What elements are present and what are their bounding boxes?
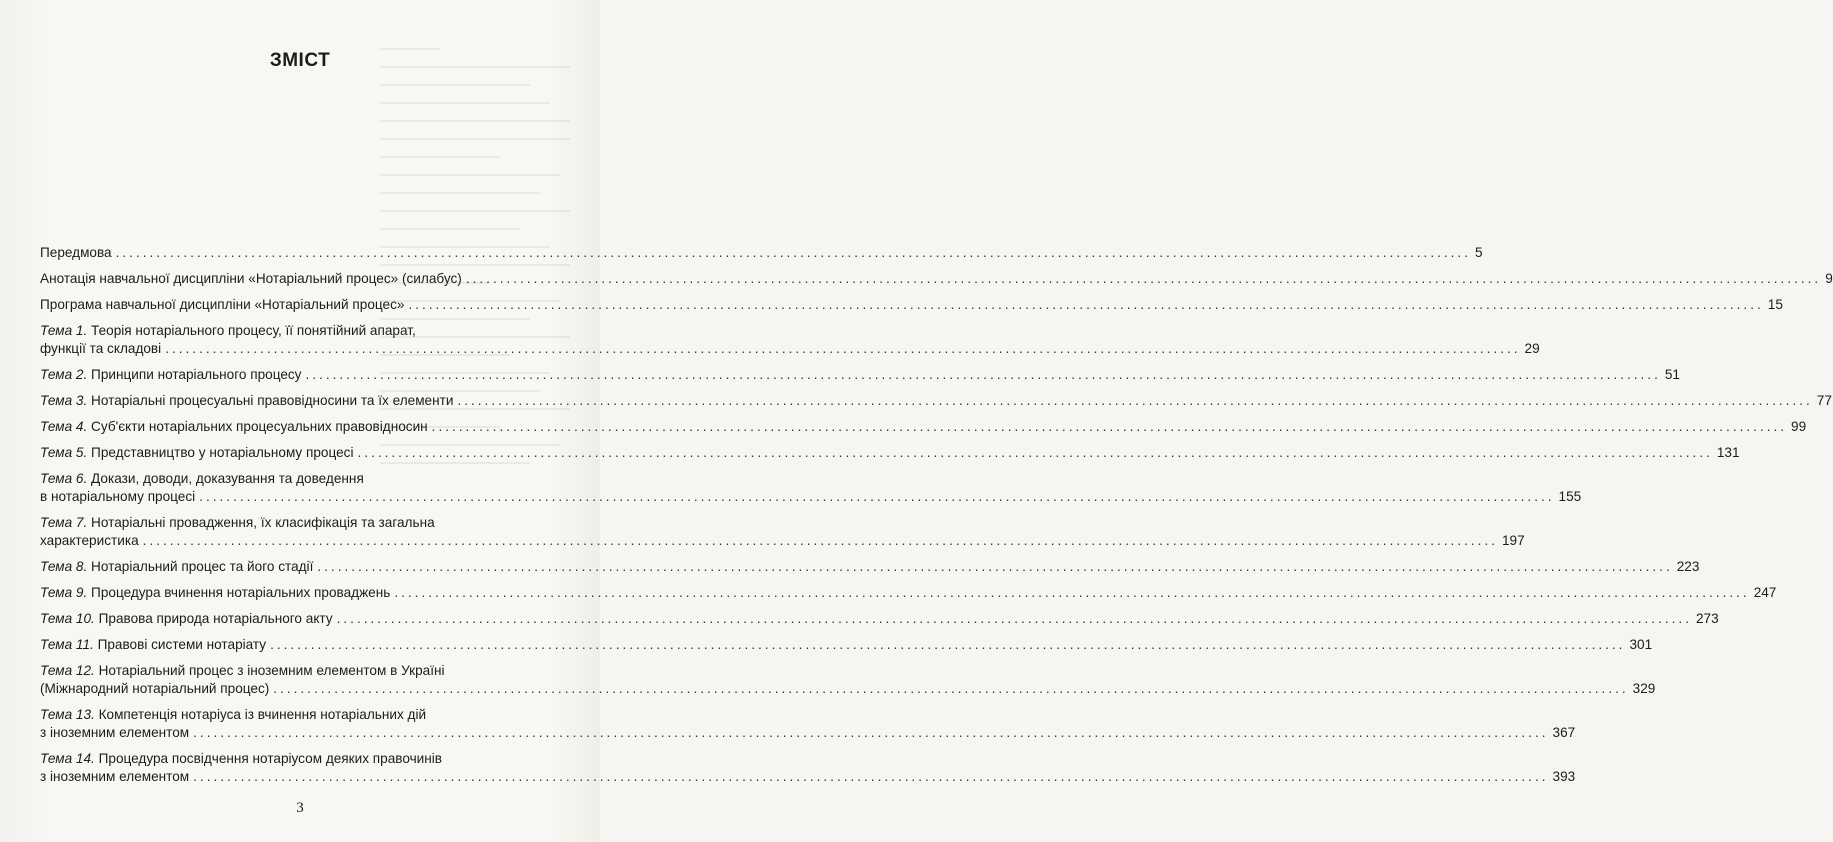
toc-topic-number: Тема 2. xyxy=(40,367,88,382)
toc-topic-number: Тема 6. xyxy=(40,471,88,486)
toc-entry[interactable] xyxy=(40,392,1832,410)
toc-page-number: 329 xyxy=(1632,681,1656,696)
dot-leader: ........................................................................................................................................................................................................ xyxy=(142,533,1498,548)
toc-entry-text: Тема 14. Процедура посвідчення нотаріусом деяких правочинів xyxy=(40,751,443,766)
toc-entry-text: (Міжнародний нотаріальний процес) xyxy=(40,681,270,696)
dot-leader: ........................................................................................................................................................................................................ xyxy=(305,367,1661,382)
dot-leader: ........................................................................................................................................................................................................ xyxy=(408,297,1764,312)
toc-entry[interactable] xyxy=(40,662,1656,698)
toc-entry-text: в нотаріальному процесі xyxy=(40,489,196,504)
toc-entry-text: Тема 9. Процедура вчинення нотаріальних проваджень xyxy=(40,585,391,600)
toc-page-number: 51 xyxy=(1664,367,1680,382)
toc-entry-text: Програма навчальної дисципліни «Нотаріальний процес» xyxy=(40,297,405,312)
page-number: 3 xyxy=(296,800,304,816)
dot-leader: ........................................................................................................................................................................................................ xyxy=(336,611,1692,626)
toc-entry-text: Тема 12. Нотаріальний процес з іноземним елементом в Україні xyxy=(40,663,445,678)
toc-topic-number: Тема 10. xyxy=(40,611,95,626)
toc-entry[interactable] xyxy=(40,558,1700,576)
toc-topic-number: Тема 1. xyxy=(40,323,88,338)
toc-topic-number: Тема 5. xyxy=(40,445,88,460)
toc-page-number: 197 xyxy=(1502,533,1525,548)
toc-entry[interactable] xyxy=(40,750,1576,786)
toc-page-number: 155 xyxy=(1558,489,1582,504)
toc-entry[interactable] xyxy=(40,444,1740,462)
toc-entry-text: Тема 6. Докази, доводи, доказування та доведення xyxy=(40,471,364,486)
toc-entry-text: характеристика xyxy=(40,533,139,548)
dot-leader: ........................................................................................................................................................................................................ xyxy=(317,559,1673,574)
toc-entry-text: Тема 13. Компетенція нотаріуса із вчинення нотаріальних дій xyxy=(40,707,427,722)
toc-page-number: 367 xyxy=(1552,725,1576,740)
toc-entry-text: Тема 3. Нотаріальні процесуальні правовідносини та їх елементи xyxy=(40,393,454,408)
toc-entry[interactable] xyxy=(40,584,1777,602)
toc-entry[interactable] xyxy=(40,322,1540,358)
toc-page-number: 29 xyxy=(1524,341,1540,356)
toc-page-number: 99 xyxy=(1791,419,1807,434)
toc-topic-number: Тема 13. xyxy=(40,707,95,722)
toc-entry-text: Тема 1. Теорія нотаріального процесу, її понятійний апарат, xyxy=(40,323,416,338)
toc-page-number: 15 xyxy=(1767,297,1783,312)
toc-page-number: 5 xyxy=(1474,245,1483,260)
toc-page-number: 301 xyxy=(1629,637,1653,652)
dot-leader: ........................................................................................................................................................................................................ xyxy=(270,637,1626,652)
dot-leader: ........................................................................................................................................................................................................ xyxy=(193,725,1549,740)
toc-page-number: 223 xyxy=(1676,559,1700,574)
toc-topic-number: Тема 9. xyxy=(40,585,88,600)
toc-entry-text: функції та складові xyxy=(40,341,162,356)
toc-page-number: 247 xyxy=(1753,585,1777,600)
toc-entry[interactable] xyxy=(40,706,1576,742)
toc-page-number: 273 xyxy=(1695,611,1719,626)
toc-topic-number: Тема 7. xyxy=(40,515,88,530)
dot-leader: ........................................................................................................................................................................................................ xyxy=(465,271,1822,286)
dot-leader: ........................................................................................................................................................................................................ xyxy=(457,393,1813,408)
dot-leader: ........................................................................................................................................................................................................ xyxy=(193,769,1549,784)
toc-entry[interactable] xyxy=(40,244,1483,262)
toc-entry-text: Анотація навчальної дисципліни «Нотаріальний процес» (силабус) xyxy=(40,271,462,286)
toc-page-number: 77 xyxy=(1816,393,1832,408)
toc-entry[interactable] xyxy=(40,610,1719,628)
toc-topic-number: Тема 14. xyxy=(40,751,95,766)
toc-entry-text: Тема 7. Нотаріальні провадження, їх класифікація та загальна xyxy=(40,515,435,530)
dot-leader: ........................................................................................................................................................................................................ xyxy=(357,445,1713,460)
toc-entry[interactable] xyxy=(40,296,1783,314)
toc-page-number: 131 xyxy=(1716,445,1740,460)
toc-page-number: 9 xyxy=(1825,271,1833,286)
dot-leader: ........................................................................................................................................................................................................ xyxy=(273,681,1629,696)
toc-entry-text: з іноземним елементом xyxy=(40,769,190,784)
dot-leader: ........................................................................................................................................................................................................ xyxy=(165,341,1521,356)
toc-topic-number: Тема 3. xyxy=(40,393,88,408)
table-of-contents xyxy=(40,244,1833,786)
toc-topic-number: Тема 11. xyxy=(40,637,94,652)
toc-entry[interactable] xyxy=(40,366,1680,384)
toc-topic-number: Тема 8. xyxy=(40,559,88,574)
toc-entry-text: з іноземним елементом xyxy=(40,725,190,740)
toc-entry[interactable] xyxy=(40,270,1833,288)
toc-topic-number: Тема 12. xyxy=(40,663,95,678)
dot-leader: ........................................................................................................................................................................................................ xyxy=(431,419,1788,434)
toc-entry-text: Тема 10. Правова природа нотаріального акту xyxy=(40,611,333,626)
toc-entry-text: Тема 8. Нотаріальний процес та його стадії xyxy=(40,559,314,574)
toc-page-number: 393 xyxy=(1552,769,1576,784)
toc-entry-text: Тема 2. Принципи нотаріального процесу xyxy=(40,367,302,382)
toc-entry-text: Тема 11. Правові системи нотаріату xyxy=(40,637,267,652)
toc-entry[interactable] xyxy=(40,470,1582,506)
toc-entry-text: Тема 5. Представництво у нотаріальному процесі xyxy=(40,445,354,460)
toc-entry[interactable] xyxy=(40,636,1653,654)
dot-leader: ........................................................................................................................................................................................................ xyxy=(115,245,1471,260)
toc-entry-text: Тема 4. Суб'єкти нотаріальних процесуальних правовідносин xyxy=(40,419,428,434)
toc-entry[interactable] xyxy=(40,514,1525,550)
dot-leader: ........................................................................................................................................................................................................ xyxy=(394,585,1750,600)
page-title: ЗМІСТ xyxy=(269,50,331,71)
dot-leader: ........................................................................................................................................................................................................ xyxy=(199,489,1555,504)
toc-entry-text: Передмова xyxy=(40,245,112,260)
toc-entry[interactable] xyxy=(40,418,1807,436)
toc-topic-number: Тема 4. xyxy=(40,419,88,434)
